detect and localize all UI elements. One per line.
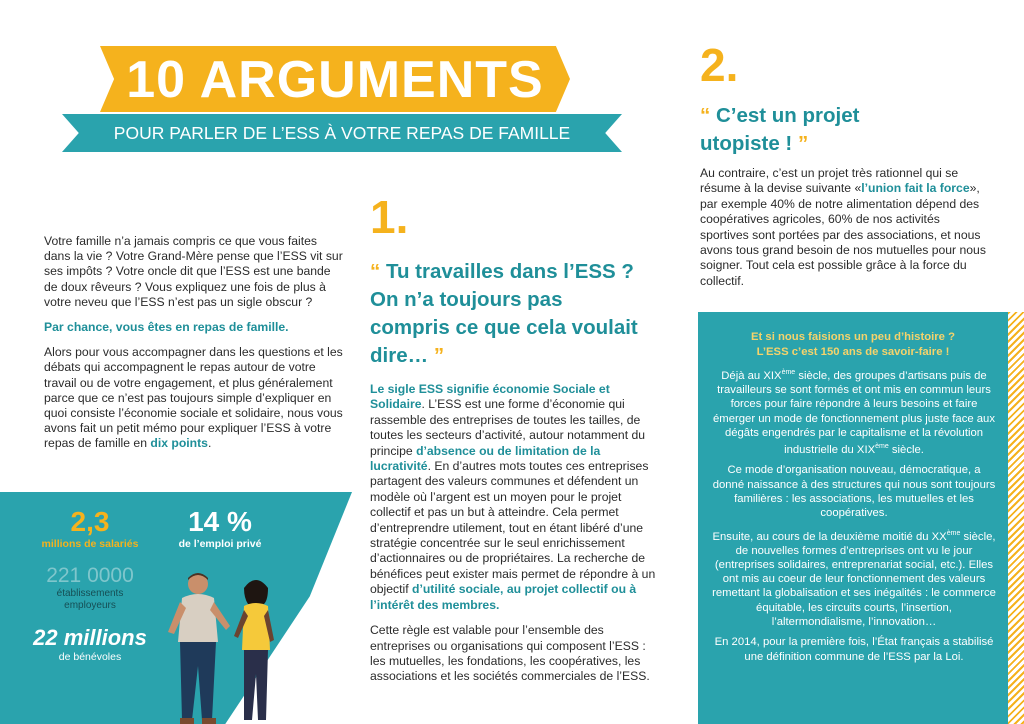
stat-salaries-label: millions de salariés (41, 538, 139, 550)
close-quote-icon: ” (797, 132, 809, 155)
intro-text (44, 234, 344, 462)
stat-salaries (30, 506, 150, 550)
history-heading (710, 330, 996, 360)
stat-emploi-label: de l’emploi privé (178, 538, 262, 550)
argument-2-number: 2. (700, 39, 739, 91)
history-paragraph-4: En 2014, pour la première fois, l’État français a stabilisé une définition commune de l’ESS par la Loi. (714, 636, 994, 663)
intro-paragraph-2: Par chance, vous êtes en repas de famille. (44, 320, 289, 335)
history-body (712, 366, 996, 670)
highlight-dix-points: dix points (150, 436, 208, 451)
stat-etablissements-number: 221 0000 (46, 564, 134, 587)
people-illustration (160, 570, 290, 724)
open-quote-icon: “ (370, 260, 381, 283)
argument-2-quote: “ C’est un projet utopiste ! ” (700, 104, 860, 155)
argument-1-quote: “ Tu travailles dans l’ESS ? On n’a toujours pas compris ce que cela voulait dire… ” (370, 260, 638, 367)
intro-paragraph-3: Alors pour vous accompagner dans les questions et les débats qui accompagnent le repas autour de votre travail ou de votre engagement, et plus généralement parce que ce n’est pas toujours simple d’expliquer en quoi consiste l’économie sociale et solidaire, nous vous avons fait un petit mémo pour expliquer l’ESS à votre repas de famille en dix points. (44, 345, 343, 451)
history-paragraph-2: Ce mode d’organisation nouveau, démocratique, a donné naissance à des structures qui nous sont toujours familières : les associations, les mutuelles et les coopératives. (712, 464, 996, 520)
page-title: 10 ARGUMENTS (126, 51, 544, 109)
argument-2-paragraph: Au contraire, c’est un projet très rationnel qui se résume à la devise suivante «l’union fait la force», par exemple 40% de notre alimentation dépend des coopératives agricoles, 60% de nos activités sportives sont portées par des associations, et nous avons tous grand besoin de nos mutuelles pour nous soigner. Tout cela est possible grâce à la force du collectif. (700, 166, 986, 288)
stat-benevoles-label: de bénévoles (58, 651, 122, 663)
stat-etablissements-label-2: employeurs (64, 600, 116, 611)
history-heading-line-2: L’ESS c’est 150 ans de savoir-faire ! (756, 346, 950, 358)
decorative-stripe (1008, 312, 1024, 724)
argument-2-body (700, 166, 990, 299)
history-heading-line-1: Et si nous faisions un peu d’histoire ? (751, 331, 955, 343)
stat-benevoles (22, 625, 158, 663)
page-subtitle: POUR PARLER DE L’ESS À VOTRE REPAS DE FAMILLE (113, 123, 571, 143)
history-paragraph-3: Ensuite, au cours de la deuxième moitié du XXème siècle, de nouvelles formes d’entreprises ont vu le jour (entreprises solidaires, entreprenariat social, etc.). Elles ont mis au coeur de leur fonctionnement des valeurs remettant la globalisation et ses inégalités : le commerce équitable, les circuits courts, l’insertion, l’altermondialisme, l’innovation… (712, 529, 996, 629)
stat-emploi-number: 14 % (188, 506, 252, 537)
stat-etablissements (30, 564, 150, 612)
stat-etablissements-label-1: établissements (56, 588, 124, 599)
stat-emploi (160, 506, 280, 550)
stat-benevoles-number: 22 millions (33, 625, 147, 650)
argument-1-paragraph-1: Le sigle ESS signifie économie Sociale et Solidaire. L’ESS est une forme d’économie qui rassemble des entreprises de toutes les tailles, de toutes les secteurs d’activité, autour notamment du principe d’absence ou de limitation de la lucrativité. En d’autres mots toutes ces entreprises partagent des valeurs communes et défendent un modèle où l’argent est un moyen pour le projet collectif et pas un but à atteindre. Cela permet d’entreprendre utilement, tout en étant libéré d’une stratégie concentrée sur le seul enrichissement d’actionnaires ou de propriétaires. La recherche de bénéfices peut exister mais permet de répondre à un objectif d’utilité sociale, au projet collectif ou à l’intérêt des membres. (370, 382, 656, 612)
close-quote-icon: ” (433, 344, 445, 367)
argument-1-number: 1. (370, 191, 409, 243)
argument-1-paragraph-2: Cette règle est valable pour l’ensemble des entreprises ou organisations qui composent l’ESS : les mutuelles, les fondations, les coopératives, les associations et les sociétés commerciales de l’ESS. (370, 623, 650, 684)
argument-1-body (370, 382, 656, 695)
history-paragraph-1: Déjà au XIXème siècle, des groupes d’artisans puis de travailleurs se sont formés et ont mis en commun leurs forces pour faire répondre à leurs besoins et faire émerger un mode de fonctionnement plus juste face aux dégâts engendrés par le capitalisme et la révolution industrielle du XIXème siècle. (713, 369, 995, 457)
intro-paragraph-1: Votre famille n’a jamais compris ce que vous faites dans la vie ? Votre Grand-Mère pense que l’ESS vit sur ses impôts ? Votre oncle dit que l’ESS est une bande de doux rêveurs ? Vous expliquez une fois de plus à votre neveu que l’ESS n’est pas un sigle obscur ? (44, 234, 343, 309)
open-quote-icon: “ (700, 104, 711, 127)
stat-salaries-number: 2,3 (70, 506, 110, 537)
